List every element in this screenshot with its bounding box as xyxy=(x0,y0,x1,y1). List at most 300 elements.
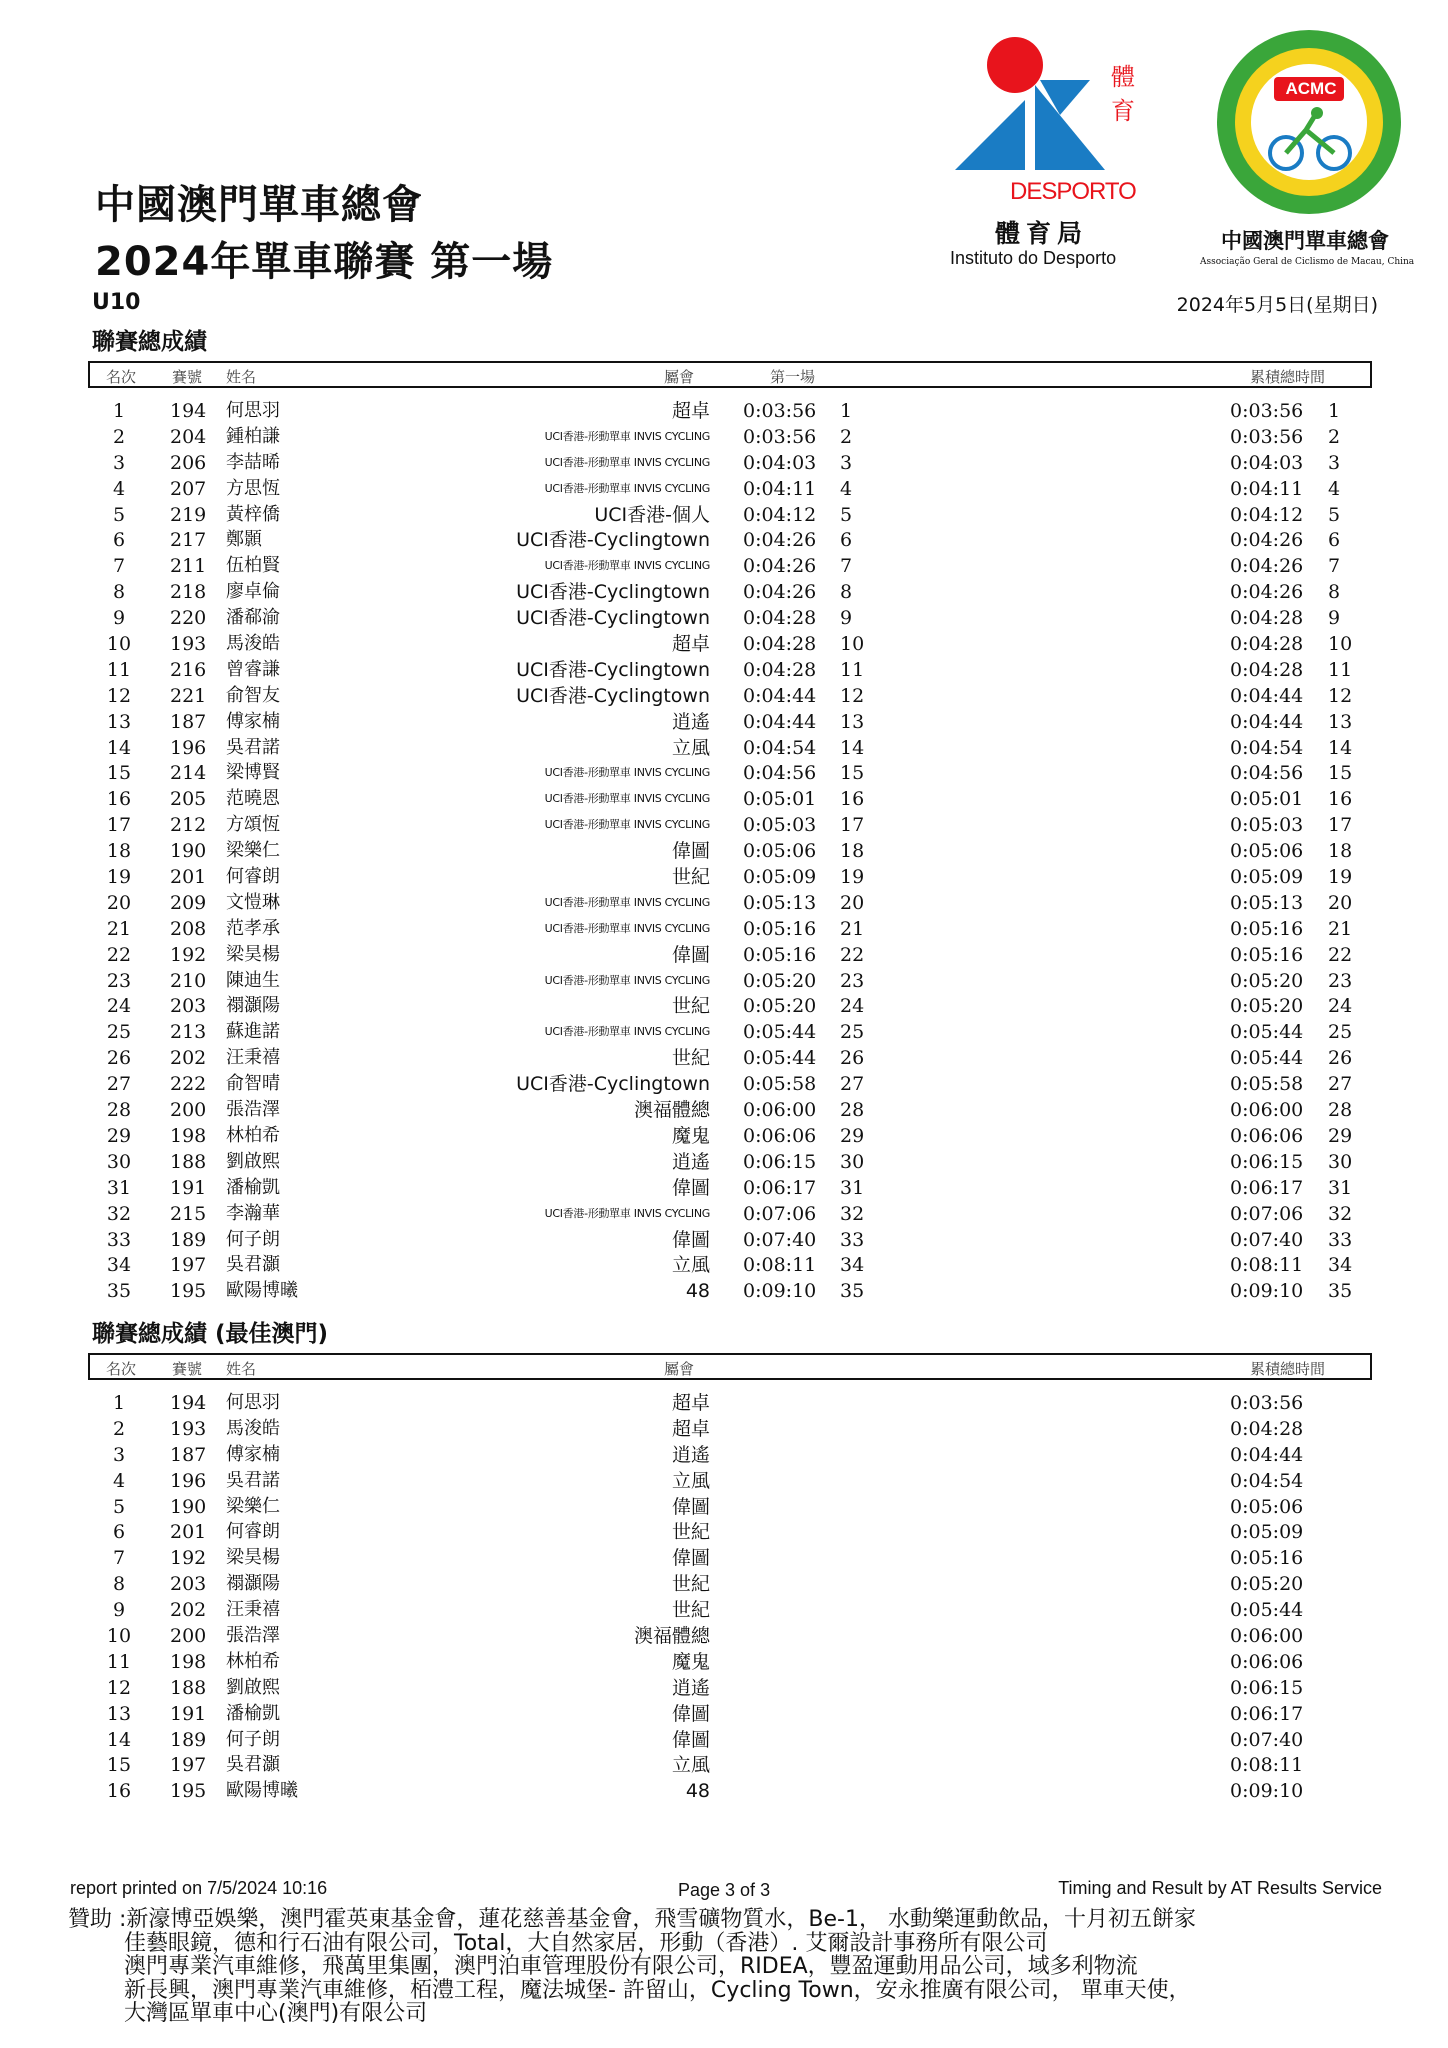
name-cell: 鍾柏謙 xyxy=(226,425,280,447)
bib-cell: 205 xyxy=(170,788,207,811)
header-total: 累積總時間 xyxy=(1250,1360,1326,1378)
bib-cell: 204 xyxy=(170,425,207,448)
race1-time-cell: 0:05:16 xyxy=(743,943,817,966)
total-time-cell: 0:05:20 xyxy=(1230,969,1304,992)
race1-rank-cell: 9 xyxy=(840,607,853,630)
total-time-cell: 0:04:44 xyxy=(1230,684,1304,707)
rank-cell: 15 xyxy=(106,1754,132,1777)
rank-cell: 5 xyxy=(112,503,126,526)
rank-cell: 6 xyxy=(112,529,126,552)
rank-cell: 22 xyxy=(106,943,132,966)
name-cell: 林柏希 xyxy=(226,1124,280,1146)
bib-cell: 193 xyxy=(170,1417,207,1440)
org-title: 中國澳門單車總會 xyxy=(95,182,423,228)
total-rank-cell: 22 xyxy=(1328,943,1353,966)
name-cell: 何思羽 xyxy=(226,1392,280,1413)
club-cell: 世紀 xyxy=(671,1521,710,1544)
total-rank-cell: 3 xyxy=(1328,451,1341,474)
table-row xyxy=(0,1675,1448,1701)
bib-cell: 200 xyxy=(170,1625,207,1648)
rank-cell: 14 xyxy=(106,1728,132,1751)
bib-cell: 215 xyxy=(170,1202,207,1225)
bib-cell: 222 xyxy=(170,1073,207,1096)
race1-time-cell: 0:03:56 xyxy=(743,400,817,422)
club-cell: 澳福體總 xyxy=(633,1099,710,1122)
club-cell: UCI香港-個人 xyxy=(594,503,710,526)
race1-time-cell: 0:04:56 xyxy=(743,762,817,785)
club-cell: UCI香港-形動單車 INVIS CYCLING xyxy=(544,455,710,469)
total-time-cell: 0:05:06 xyxy=(1230,840,1304,863)
bib-cell: 187 xyxy=(170,710,207,733)
race1-rank-cell: 17 xyxy=(840,814,865,837)
name-cell: 歐陽博曦 xyxy=(226,1780,298,1802)
bib-cell: 192 xyxy=(170,1547,207,1570)
rank-cell: 12 xyxy=(106,684,132,707)
page-number: Page 3 of 3 xyxy=(678,1880,771,1900)
table-row xyxy=(0,1201,1448,1227)
table-row xyxy=(0,1071,1448,1097)
club-cell: UCI香港-Cyclingtown xyxy=(516,581,710,604)
rank-cell: 3 xyxy=(112,451,126,474)
bib-cell: 203 xyxy=(170,1573,207,1596)
club-cell: 世紀 xyxy=(671,1599,710,1622)
total-rank-cell: 13 xyxy=(1328,710,1353,733)
total-rank-cell: 34 xyxy=(1328,1254,1353,1277)
name-cell: 方頌恆 xyxy=(226,814,280,836)
bib-cell: 194 xyxy=(170,1392,207,1414)
race1-rank-cell: 32 xyxy=(840,1202,865,1225)
club-cell: 逍遙 xyxy=(671,1150,710,1173)
bib-cell: 209 xyxy=(170,891,207,914)
name-cell: 黃梓僑 xyxy=(226,503,280,525)
name-cell: 潘郗渝 xyxy=(226,607,280,629)
club-cell: UCI香港-Cyclingtown xyxy=(516,658,710,681)
race1-time-cell: 0:04:44 xyxy=(743,684,817,707)
rank-cell: 20 xyxy=(106,891,132,914)
race1-time-cell: 0:04:26 xyxy=(743,555,817,578)
total-time-cell: 0:06:06 xyxy=(1230,1650,1304,1673)
table-row xyxy=(0,1752,1448,1778)
bib-cell: 198 xyxy=(170,1650,207,1673)
name-cell: 禤灝陽 xyxy=(226,1573,280,1595)
name-cell: 文愷琳 xyxy=(226,891,280,913)
table-row xyxy=(0,450,1448,476)
rank-cell: 7 xyxy=(112,555,126,578)
total-time-cell: 0:05:44 xyxy=(1230,1047,1304,1070)
race1-time-cell: 0:04:11 xyxy=(743,477,817,500)
club-cell: 偉圖 xyxy=(671,1702,710,1725)
race1-time-cell: 0:06:17 xyxy=(743,1176,817,1199)
total-time-cell: 0:06:15 xyxy=(1230,1150,1304,1173)
table-row xyxy=(0,864,1448,890)
section1-title: 聯賽總成績 xyxy=(92,329,207,355)
club-cell: 立風 xyxy=(671,1469,710,1492)
bib-cell: 196 xyxy=(170,1469,207,1492)
race1-rank-cell: 16 xyxy=(840,788,865,811)
race1-time-cell: 0:05:44 xyxy=(743,1021,817,1044)
sport-bureau-name-zh: 體育局 xyxy=(995,219,1089,248)
name-cell: 林柏希 xyxy=(226,1650,280,1672)
name-cell: 伍柏賢 xyxy=(226,555,280,577)
race1-time-cell: 0:05:20 xyxy=(743,995,817,1018)
bib-cell: 217 xyxy=(170,529,207,552)
total-time-cell: 0:08:11 xyxy=(1230,1754,1304,1777)
total-rank-cell: 28 xyxy=(1328,1099,1353,1122)
total-rank-cell: 23 xyxy=(1328,969,1353,992)
name-cell: 劉啟熙 xyxy=(226,1150,280,1172)
bib-cell: 202 xyxy=(170,1599,207,1622)
table-row xyxy=(0,1545,1448,1571)
event-title: 2024年單車聯賽 第一場 xyxy=(95,239,554,285)
name-cell: 潘榆凱 xyxy=(226,1702,280,1724)
club-cell: 超卓 xyxy=(671,1392,710,1414)
club-cell: 逍遙 xyxy=(671,710,710,733)
total-time-cell: 0:05:03 xyxy=(1230,814,1304,837)
rank-cell: 3 xyxy=(112,1443,126,1466)
name-cell: 范曉恩 xyxy=(226,788,280,810)
total-rank-cell: 31 xyxy=(1328,1176,1353,1199)
table-row xyxy=(0,1519,1448,1545)
total-time-cell: 0:05:44 xyxy=(1230,1021,1304,1044)
club-cell: UCI香港-形動單車 INVIS CYCLING xyxy=(544,1025,710,1039)
bib-cell: 218 xyxy=(170,581,207,604)
rank-cell: 1 xyxy=(112,400,126,422)
race1-rank-cell: 18 xyxy=(840,840,865,863)
race1-time-cell: 0:05:09 xyxy=(743,866,817,889)
name-cell: 俞智友 xyxy=(226,684,280,706)
bib-cell: 220 xyxy=(170,607,207,630)
total-time-cell: 0:05:16 xyxy=(1230,917,1304,940)
race1-time-cell: 0:04:26 xyxy=(743,581,817,604)
table-row xyxy=(0,1045,1448,1071)
club-cell: 立風 xyxy=(671,1254,710,1277)
table-row xyxy=(0,527,1448,553)
club-cell: UCI香港-Cyclingtown xyxy=(516,1073,710,1096)
total-time-cell: 0:05:16 xyxy=(1230,943,1304,966)
club-cell: 世紀 xyxy=(671,995,710,1018)
race1-rank-cell: 23 xyxy=(840,969,865,992)
header-rank: 名次 xyxy=(106,1360,137,1378)
race1-rank-cell: 25 xyxy=(840,1021,865,1044)
name-cell: 曾睿謙 xyxy=(226,658,280,680)
name-cell: 梁樂仁 xyxy=(226,1495,280,1517)
sport-bureau-logo xyxy=(950,30,1150,270)
total-rank-cell: 29 xyxy=(1328,1124,1353,1147)
total-rank-cell: 9 xyxy=(1328,607,1341,630)
table-row xyxy=(0,553,1448,579)
table-row xyxy=(0,1727,1448,1753)
table-row xyxy=(0,605,1448,631)
bib-cell: 213 xyxy=(170,1021,207,1044)
rank-cell: 6 xyxy=(112,1521,126,1544)
rank-cell: 9 xyxy=(112,607,126,630)
bib-cell: 189 xyxy=(170,1228,207,1251)
name-cell: 范孝承 xyxy=(226,917,280,939)
club-cell: UCI香港-形動單車 INVIS CYCLING xyxy=(544,818,710,832)
race1-rank-cell: 28 xyxy=(840,1099,865,1122)
table-row xyxy=(0,424,1448,450)
sport-bureau-name-pt: Instituto do Desporto xyxy=(950,248,1117,268)
rank-cell: 24 xyxy=(106,995,132,1018)
total-rank-cell: 20 xyxy=(1328,891,1353,914)
race1-rank-cell: 26 xyxy=(840,1047,865,1070)
bib-cell: 201 xyxy=(170,866,207,889)
club-cell: UCI香港-形動單車 INVIS CYCLING xyxy=(544,895,710,909)
total-rank-cell: 33 xyxy=(1328,1228,1353,1251)
race1-rank-cell: 4 xyxy=(840,477,853,500)
rank-cell: 4 xyxy=(112,1469,126,1492)
total-rank-cell: 5 xyxy=(1328,503,1341,526)
name-cell: 汪秉禧 xyxy=(226,1047,280,1069)
club-cell: 偉圖 xyxy=(671,1228,710,1251)
rank-cell: 27 xyxy=(106,1073,132,1096)
race1-time-cell: 0:04:28 xyxy=(743,607,817,630)
table-row xyxy=(0,476,1448,502)
total-rank-cell: 32 xyxy=(1328,1202,1353,1225)
bib-cell: 196 xyxy=(170,736,207,759)
total-rank-cell: 15 xyxy=(1328,762,1353,785)
table-row xyxy=(0,993,1448,1019)
bib-cell: 191 xyxy=(170,1176,207,1199)
rank-cell: 31 xyxy=(106,1176,132,1199)
total-rank-cell: 4 xyxy=(1328,477,1341,500)
race1-time-cell: 0:06:06 xyxy=(743,1124,817,1147)
total-time-cell: 0:06:17 xyxy=(1230,1702,1304,1725)
rank-cell: 10 xyxy=(106,1625,132,1648)
bib-cell: 219 xyxy=(170,503,207,526)
name-cell: 張浩澤 xyxy=(226,1625,280,1647)
table-row xyxy=(0,942,1448,968)
bib-cell: 208 xyxy=(170,917,207,940)
club-cell: 偉圖 xyxy=(671,840,710,863)
header-bib: 賽號 xyxy=(172,1360,203,1378)
club-cell: UCI香港-形動單車 INVIS CYCLING xyxy=(544,973,710,987)
total-rank-cell: 16 xyxy=(1328,788,1353,811)
race1-rank-cell: 11 xyxy=(840,658,865,681)
bib-cell: 207 xyxy=(170,477,207,500)
bib-cell: 195 xyxy=(170,1780,207,1803)
total-time-cell: 0:03:56 xyxy=(1230,400,1304,422)
sponsor-line: 大灣區單車中心(澳門)有限公司 xyxy=(124,2001,428,2026)
race1-rank-cell: 14 xyxy=(840,736,865,759)
total-rank-cell: 25 xyxy=(1328,1021,1353,1044)
desporto-wordmark: DESPORTO xyxy=(1010,178,1136,205)
name-cell: 梁昊楊 xyxy=(226,943,280,965)
total-rank-cell: 2 xyxy=(1328,425,1341,448)
club-cell: 超卓 xyxy=(671,400,710,422)
name-cell: 梁樂仁 xyxy=(226,840,280,862)
total-time-cell: 0:06:00 xyxy=(1230,1625,1304,1648)
table-row xyxy=(0,1416,1448,1442)
table-row xyxy=(0,735,1448,761)
bib-cell: 191 xyxy=(170,1702,207,1725)
club-cell: 偉圖 xyxy=(671,1728,710,1751)
bib-cell: 221 xyxy=(170,684,207,707)
club-cell: 立風 xyxy=(671,736,710,759)
club-cell: UCI香港-形動單車 INVIS CYCLING xyxy=(544,559,710,573)
total-time-cell: 0:05:58 xyxy=(1230,1073,1304,1096)
name-cell: 潘榆凱 xyxy=(226,1176,280,1198)
rank-cell: 10 xyxy=(106,633,132,656)
race1-rank-cell: 1 xyxy=(840,400,853,422)
table-row xyxy=(0,657,1448,683)
total-rank-cell: 19 xyxy=(1328,866,1353,889)
timing-credit: Timing and Result by AT Results Service xyxy=(1058,1878,1382,1898)
club-cell: 48 xyxy=(685,1280,710,1303)
race1-time-cell: 0:05:06 xyxy=(743,840,817,863)
name-cell: 禤灝陽 xyxy=(226,995,280,1017)
race1-time-cell: 0:04:26 xyxy=(743,529,817,552)
name-cell: 吳君灝 xyxy=(226,1754,280,1776)
table-row xyxy=(0,1649,1448,1675)
total-time-cell: 0:09:10 xyxy=(1230,1280,1304,1303)
rank-cell: 5 xyxy=(112,1495,126,1518)
race1-time-cell: 0:08:11 xyxy=(743,1254,817,1277)
sponsor-line: 新長興，澳門專業汽車維修，栢澧工程，魔法城堡- 許留山，Cycling Town，安永推廣有限公司， 單車天使， xyxy=(124,1977,1191,2003)
event-date: 2024年5月5日(星期日) xyxy=(1176,294,1378,316)
total-rank-cell: 1 xyxy=(1328,400,1341,422)
table-row xyxy=(0,709,1448,735)
rank-cell: 4 xyxy=(112,477,126,500)
rank-cell: 9 xyxy=(112,1599,126,1622)
total-time-cell: 0:08:11 xyxy=(1230,1254,1304,1277)
rank-cell: 2 xyxy=(112,1417,126,1440)
club-cell: 超卓 xyxy=(671,1417,710,1440)
name-cell: 鄭顥 xyxy=(226,529,262,551)
table-row xyxy=(0,968,1448,994)
sponsor-line: 澳門專業汽車維修，飛萬里集團，澳門泊車管理股份有限公司，RIDEA，豐盈運動用品公司，域多利物流 xyxy=(124,1954,1138,1979)
rank-cell: 11 xyxy=(106,658,132,681)
table-row xyxy=(0,1390,1448,1416)
table-row xyxy=(0,760,1448,786)
total-time-cell: 0:04:54 xyxy=(1230,1469,1304,1492)
name-cell: 歐陽博曦 xyxy=(226,1280,298,1302)
club-cell: UCI香港-形動單車 INVIS CYCLING xyxy=(544,429,710,443)
name-cell: 傅家楠 xyxy=(226,710,280,732)
total-time-cell: 0:05:44 xyxy=(1230,1599,1304,1622)
race1-rank-cell: 21 xyxy=(840,917,865,940)
total-time-cell: 0:04:28 xyxy=(1230,658,1304,681)
bib-cell: 211 xyxy=(170,555,207,578)
table-row xyxy=(0,1778,1448,1804)
table-row xyxy=(0,579,1448,605)
total-time-cell: 0:04:26 xyxy=(1230,555,1304,578)
rank-cell: 34 xyxy=(106,1254,132,1277)
bib-cell: 206 xyxy=(170,451,207,474)
name-cell: 李喆晞 xyxy=(226,451,280,473)
race1-time-cell: 0:06:15 xyxy=(743,1150,817,1173)
table-row xyxy=(0,1227,1448,1253)
bib-cell: 203 xyxy=(170,995,207,1018)
total-time-cell: 0:09:10 xyxy=(1230,1780,1304,1803)
table-row xyxy=(0,786,1448,812)
total-time-cell: 0:04:03 xyxy=(1230,451,1304,474)
rank-cell: 32 xyxy=(106,1202,132,1225)
club-cell: 超卓 xyxy=(671,633,710,656)
race1-rank-cell: 3 xyxy=(840,451,853,474)
table-row xyxy=(0,1019,1448,1045)
bib-cell: 188 xyxy=(170,1150,207,1173)
table-row xyxy=(0,890,1448,916)
acmc-emblem-icon xyxy=(1214,25,1404,220)
race1-time-cell: 0:04:54 xyxy=(743,736,817,759)
table-row xyxy=(0,1494,1448,1520)
club-cell: UCI香港-形動單車 INVIS CYCLING xyxy=(544,921,710,935)
table-row xyxy=(0,916,1448,942)
name-cell: 梁博賢 xyxy=(226,762,280,784)
table-row xyxy=(0,631,1448,657)
section2-table-header xyxy=(88,1353,1372,1380)
total-time-cell: 0:06:06 xyxy=(1230,1124,1304,1147)
rank-cell: 2 xyxy=(112,425,126,448)
club-cell: UCI香港-Cyclingtown xyxy=(516,607,710,630)
race1-time-cell: 0:07:06 xyxy=(743,1202,817,1225)
name-cell: 何思羽 xyxy=(226,400,280,421)
total-rank-cell: 11 xyxy=(1328,658,1353,681)
total-time-cell: 0:04:44 xyxy=(1230,1443,1304,1466)
bib-cell: 216 xyxy=(170,658,207,681)
rank-cell: 7 xyxy=(112,1547,126,1570)
header-bib: 賽號 xyxy=(172,368,203,386)
rank-cell: 13 xyxy=(106,1702,132,1725)
total-rank-cell: 7 xyxy=(1328,555,1341,578)
rank-cell: 8 xyxy=(112,581,126,604)
rank-cell: 26 xyxy=(106,1047,132,1070)
total-time-cell: 0:05:20 xyxy=(1230,1573,1304,1596)
table-row xyxy=(0,1468,1448,1494)
acmc-logo xyxy=(1200,25,1415,280)
rank-cell: 35 xyxy=(106,1280,132,1303)
race1-time-cell: 0:04:12 xyxy=(743,503,817,526)
header-club: 屬會 xyxy=(664,1360,695,1378)
header-race1: 第一場 xyxy=(770,368,816,386)
name-cell: 何子朗 xyxy=(226,1728,280,1750)
bib-cell: 197 xyxy=(170,1754,207,1777)
race1-time-cell: 0:04:03 xyxy=(743,451,817,474)
race1-rank-cell: 31 xyxy=(840,1176,865,1199)
header-name: 姓名 xyxy=(226,1360,257,1378)
sponsor-line: 佳藝眼鏡，德和行石油有限公司，Total，大自然家居，形動（香港）. 艾爾設計事務所有限公司 xyxy=(124,1930,1048,1956)
total-time-cell: 0:04:56 xyxy=(1230,762,1304,785)
bib-cell: 194 xyxy=(170,400,207,422)
club-cell: 澳福體總 xyxy=(633,1625,710,1648)
race1-rank-cell: 7 xyxy=(840,555,853,578)
bib-cell: 212 xyxy=(170,814,207,837)
club-cell: 世紀 xyxy=(671,866,710,889)
race1-rank-cell: 6 xyxy=(840,529,853,552)
rank-cell: 1 xyxy=(112,1392,126,1414)
total-rank-cell: 8 xyxy=(1328,581,1341,604)
section1-table-header xyxy=(88,361,1372,388)
header-name: 姓名 xyxy=(226,368,257,386)
race1-rank-cell: 15 xyxy=(840,762,865,785)
total-time-cell: 0:07:40 xyxy=(1230,1228,1304,1251)
club-cell: UCI香港-Cyclingtown xyxy=(516,684,710,707)
rank-cell: 11 xyxy=(106,1650,132,1673)
club-cell: 偉圖 xyxy=(671,1495,710,1518)
total-time-cell: 0:04:26 xyxy=(1230,529,1304,552)
race1-time-cell: 0:05:58 xyxy=(743,1073,817,1096)
total-time-cell: 0:06:17 xyxy=(1230,1176,1304,1199)
race1-rank-cell: 8 xyxy=(840,581,853,604)
table-row xyxy=(0,1701,1448,1727)
name-cell: 吳君諾 xyxy=(226,736,280,758)
bib-cell: 210 xyxy=(170,969,207,992)
name-cell: 何睿朗 xyxy=(226,1521,280,1543)
name-cell: 陳迪生 xyxy=(226,969,280,991)
table-row xyxy=(0,812,1448,838)
race1-rank-cell: 33 xyxy=(840,1228,865,1251)
